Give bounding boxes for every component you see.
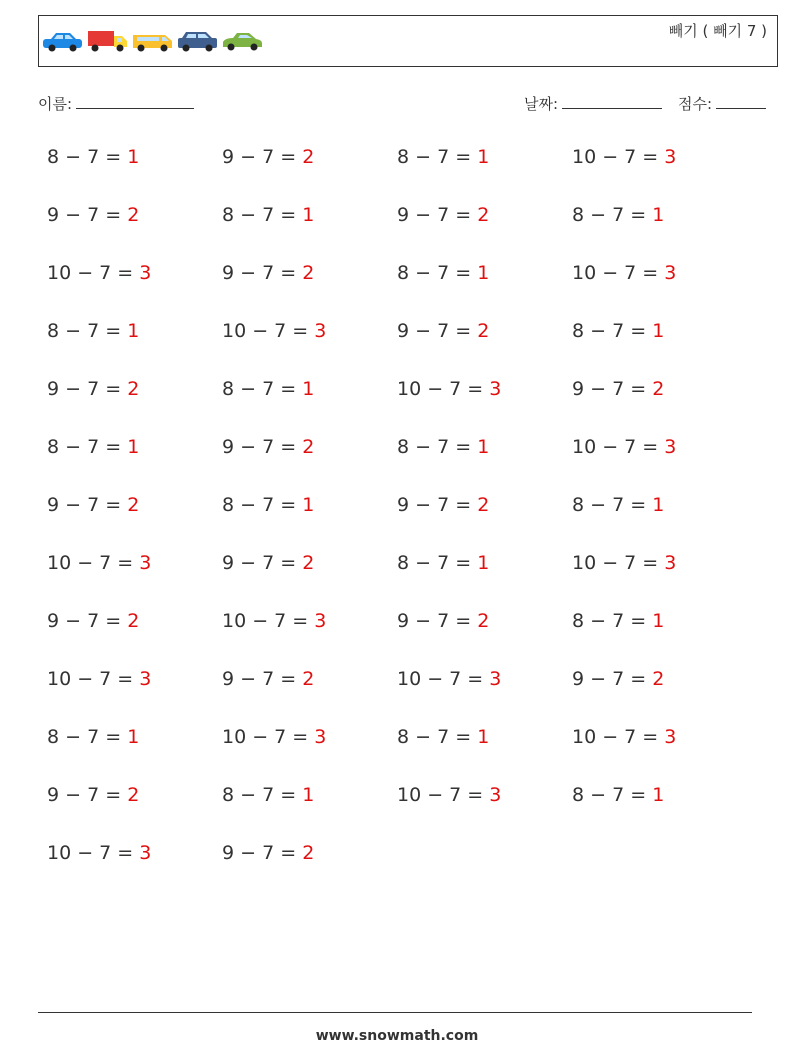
blue-car-icon [41,28,84,54]
problem-answer: 2 [302,262,315,284]
problem-item [572,204,664,226]
problem-item [572,668,664,690]
problem-item [572,726,676,748]
problem-item [47,610,139,632]
problem-item [572,552,676,574]
problem-answer: 2 [302,552,315,574]
date-field [524,93,662,114]
problem-expression: 8 − 7 = [397,552,478,574]
problem-expression: 10 − 7 = [47,842,140,864]
problem-grid [47,146,767,900]
problem-expression: 9 − 7 = [397,494,478,516]
problem-expression: 8 − 7 = [572,320,653,342]
problem-item [572,436,676,458]
problem-item [397,262,489,284]
problem-answer: 3 [139,262,152,284]
problem-answer: 2 [127,378,140,400]
problem-expression: 9 − 7 = [222,262,303,284]
problem-expression: 9 − 7 = [47,494,128,516]
problem-row [47,146,767,204]
problem-row [47,668,767,726]
footer-divider [38,1012,752,1013]
problem-item [572,262,676,284]
problem-expression: 10 − 7 = [222,726,315,748]
problem-row [47,784,767,842]
problem-item [222,320,326,342]
problem-item [47,146,139,168]
problem-expression: 10 − 7 = [572,552,665,574]
problem-item [222,262,314,284]
problem-answer: 1 [652,320,665,342]
problem-item [47,726,139,748]
problem-item [222,726,326,748]
problem-item [47,668,151,690]
problem-expression: 8 − 7 = [222,784,303,806]
problem-expression: 10 − 7 = [397,378,490,400]
problem-item [397,668,501,690]
problem-answer: 2 [302,668,315,690]
problem-answer: 1 [652,784,665,806]
problem-item [222,842,314,864]
problem-row [47,262,767,320]
worksheet-header [38,15,778,67]
problem-answer: 3 [664,146,677,168]
problem-answer: 2 [127,204,140,226]
problem-expression: 9 − 7 = [397,204,478,226]
problem-expression: 10 − 7 = [47,262,140,284]
problem-row [47,436,767,494]
problem-answer: 1 [477,146,490,168]
problem-answer: 1 [127,436,140,458]
problem-expression: 9 − 7 = [572,668,653,690]
problem-expression: 9 − 7 = [222,668,303,690]
problem-expression: 8 − 7 = [397,726,478,748]
problem-answer: 2 [477,204,490,226]
blue-suv-icon [176,28,219,54]
problem-expression: 9 − 7 = [222,146,303,168]
problem-item [47,204,139,226]
problem-item [397,494,489,516]
problem-row [47,726,767,784]
problem-item [397,784,501,806]
problem-item [222,204,314,226]
problem-answer: 3 [314,610,327,632]
problem-expression: 9 − 7 = [222,436,303,458]
score-blank-line [716,94,766,109]
problem-item [222,552,314,574]
problem-answer: 1 [477,552,490,574]
problem-expression: 8 − 7 = [397,436,478,458]
problem-item [47,494,139,516]
problem-answer: 3 [489,668,502,690]
problem-expression: 10 − 7 = [47,668,140,690]
problem-expression: 8 − 7 = [47,436,128,458]
problem-answer: 2 [652,378,665,400]
problem-row [47,204,767,262]
problem-expression: 9 − 7 = [47,378,128,400]
problem-item [572,320,664,342]
name-field [38,93,194,114]
problem-expression: 9 − 7 = [47,784,128,806]
problem-answer: 1 [477,436,490,458]
problem-item [47,320,139,342]
yellow-van-icon [131,28,174,54]
problem-answer: 2 [302,146,315,168]
problem-expression: 10 − 7 = [222,610,315,632]
problem-expression: 9 − 7 = [572,378,653,400]
problem-row [47,378,767,436]
problem-item [222,668,314,690]
problem-expression: 8 − 7 = [572,204,653,226]
problem-expression: 9 − 7 = [397,610,478,632]
problem-item [222,494,314,516]
problem-item [47,378,139,400]
problem-answer: 1 [477,726,490,748]
problem-item [397,726,489,748]
problem-item [222,146,314,168]
problem-answer: 1 [302,494,315,516]
problem-expression: 8 − 7 = [572,610,653,632]
score-label: 점수: [678,95,713,113]
problem-answer: 3 [139,668,152,690]
red-truck-icon [86,28,129,54]
problem-answer: 3 [314,726,327,748]
problem-answer: 1 [302,378,315,400]
problem-expression: 8 − 7 = [397,146,478,168]
problem-answer: 1 [127,320,140,342]
problem-row [47,552,767,610]
problem-row [47,494,767,552]
problem-answer: 3 [314,320,327,342]
problem-item [397,320,489,342]
problem-expression: 8 − 7 = [47,146,128,168]
problem-answer: 3 [664,726,677,748]
problem-answer: 1 [477,262,490,284]
problem-answer: 1 [652,494,665,516]
problem-expression: 8 − 7 = [572,494,653,516]
footer-url: www.snowmath.com [315,1028,479,1044]
problem-item [222,610,326,632]
problem-expression: 10 − 7 = [572,146,665,168]
problem-answer: 3 [489,378,502,400]
problem-item [397,436,489,458]
problem-item [47,436,139,458]
date-blank-line [562,94,662,109]
problem-item [572,494,664,516]
problem-answer: 2 [127,784,140,806]
problem-answer: 1 [127,726,140,748]
problem-row [47,610,767,668]
problem-answer: 3 [664,552,677,574]
problem-expression: 10 − 7 = [572,436,665,458]
name-blank-line [76,94,194,109]
problem-expression: 10 − 7 = [397,784,490,806]
problem-expression: 8 − 7 = [572,784,653,806]
problem-item [397,552,489,574]
problem-answer: 3 [664,262,677,284]
problem-answer: 2 [477,494,490,516]
problem-expression: 10 − 7 = [47,552,140,574]
vehicle-icons [41,28,264,54]
problem-expression: 8 − 7 = [222,378,303,400]
problem-answer: 3 [139,552,152,574]
problem-item [397,204,489,226]
problem-answer: 2 [302,842,315,864]
problem-answer: 3 [139,842,152,864]
problem-answer: 1 [127,146,140,168]
problem-item [397,146,489,168]
problem-answer: 2 [127,610,140,632]
problem-answer: 1 [302,204,315,226]
problem-item [47,842,151,864]
problem-item [47,784,139,806]
problem-expression: 10 − 7 = [572,262,665,284]
problem-answer: 2 [477,610,490,632]
problem-answer: 2 [127,494,140,516]
problem-row [47,842,767,900]
problem-answer: 1 [652,204,665,226]
name-label: 이름: [38,95,73,113]
problem-expression: 10 − 7 = [222,320,315,342]
problem-answer: 1 [302,784,315,806]
problem-expression: 8 − 7 = [222,494,303,516]
problem-item [572,784,664,806]
problem-item [397,378,501,400]
problem-expression: 9 − 7 = [47,204,128,226]
problem-expression: 9 − 7 = [47,610,128,632]
problem-expression: 9 − 7 = [222,842,303,864]
date-label: 날짜: [524,95,559,113]
problem-expression: 8 − 7 = [397,262,478,284]
problem-item [397,610,489,632]
problem-item [47,552,151,574]
problem-expression: 9 − 7 = [397,320,478,342]
problem-expression: 8 − 7 = [47,320,128,342]
problem-answer: 2 [652,668,665,690]
problem-item [222,784,314,806]
problem-answer: 1 [652,610,665,632]
green-car-icon [221,28,264,54]
score-field [678,93,766,114]
problem-expression: 8 − 7 = [47,726,128,748]
problem-item [572,146,676,168]
problem-item [222,378,314,400]
worksheet-title: 빼기 ( 빼기 7 ) [668,22,767,40]
problem-answer: 2 [477,320,490,342]
problem-row [47,320,767,378]
problem-expression: 10 − 7 = [397,668,490,690]
problem-expression: 10 − 7 = [572,726,665,748]
problem-item [572,378,664,400]
problem-item [222,436,314,458]
problem-answer: 3 [664,436,677,458]
problem-item [572,610,664,632]
problem-answer: 2 [302,436,315,458]
problem-expression: 8 − 7 = [222,204,303,226]
problem-expression: 9 − 7 = [222,552,303,574]
problem-item [47,262,151,284]
problem-answer: 3 [489,784,502,806]
